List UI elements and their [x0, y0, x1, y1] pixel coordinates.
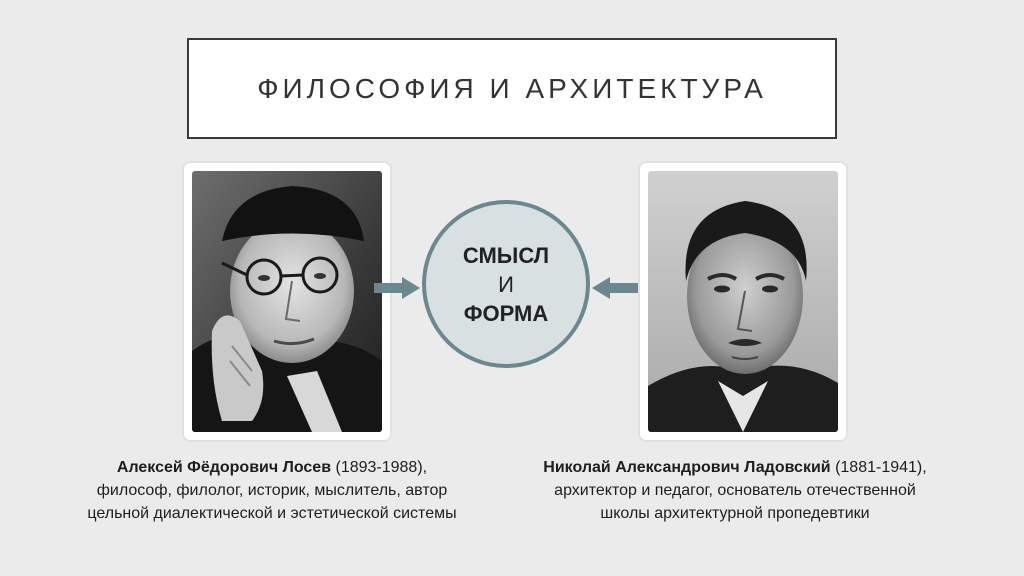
person-name-ladovsky: Николай Александрович Ладовский	[543, 459, 831, 476]
caption-ladovsky	[535, 456, 935, 525]
caption-losev-line1	[72, 456, 472, 479]
concept-word-and: И	[498, 271, 514, 297]
page-title: ФИЛОСОФИЯ И АРХИТЕКТУРА	[257, 72, 767, 104]
arrow-right-icon	[374, 277, 420, 299]
caption-ladovsky-line1	[535, 456, 935, 479]
arrow-left-icon	[592, 277, 638, 299]
person-years-losev: (1893-1988),	[335, 459, 428, 476]
caption-ladovsky-line3: школы архитектурной пропедевтики	[600, 505, 870, 522]
portrait-ladovsky	[648, 171, 838, 432]
caption-losev	[72, 456, 472, 525]
title-box	[187, 38, 837, 139]
portrait-frame-ladovsky	[640, 163, 846, 440]
person-years-ladovsky: (1881-1941),	[835, 459, 927, 476]
portrait-losev	[192, 171, 382, 432]
person-name-losev: Алексей Фёдорович Лосев	[116, 459, 332, 476]
portrait-frame-losev	[184, 163, 390, 440]
caption-losev-line3: цельной диалектической и эстетической системы	[87, 505, 457, 522]
caption-losev-line2: философ, филолог, историк, мыслитель, автор	[96, 482, 448, 499]
concept-circle	[422, 200, 590, 368]
caption-ladovsky-line2: архитектор и педагог, основатель отечественной	[554, 482, 916, 499]
concept-word-meaning: СМЫСЛ	[462, 242, 550, 268]
concept-word-form: ФОРМА	[463, 300, 549, 326]
